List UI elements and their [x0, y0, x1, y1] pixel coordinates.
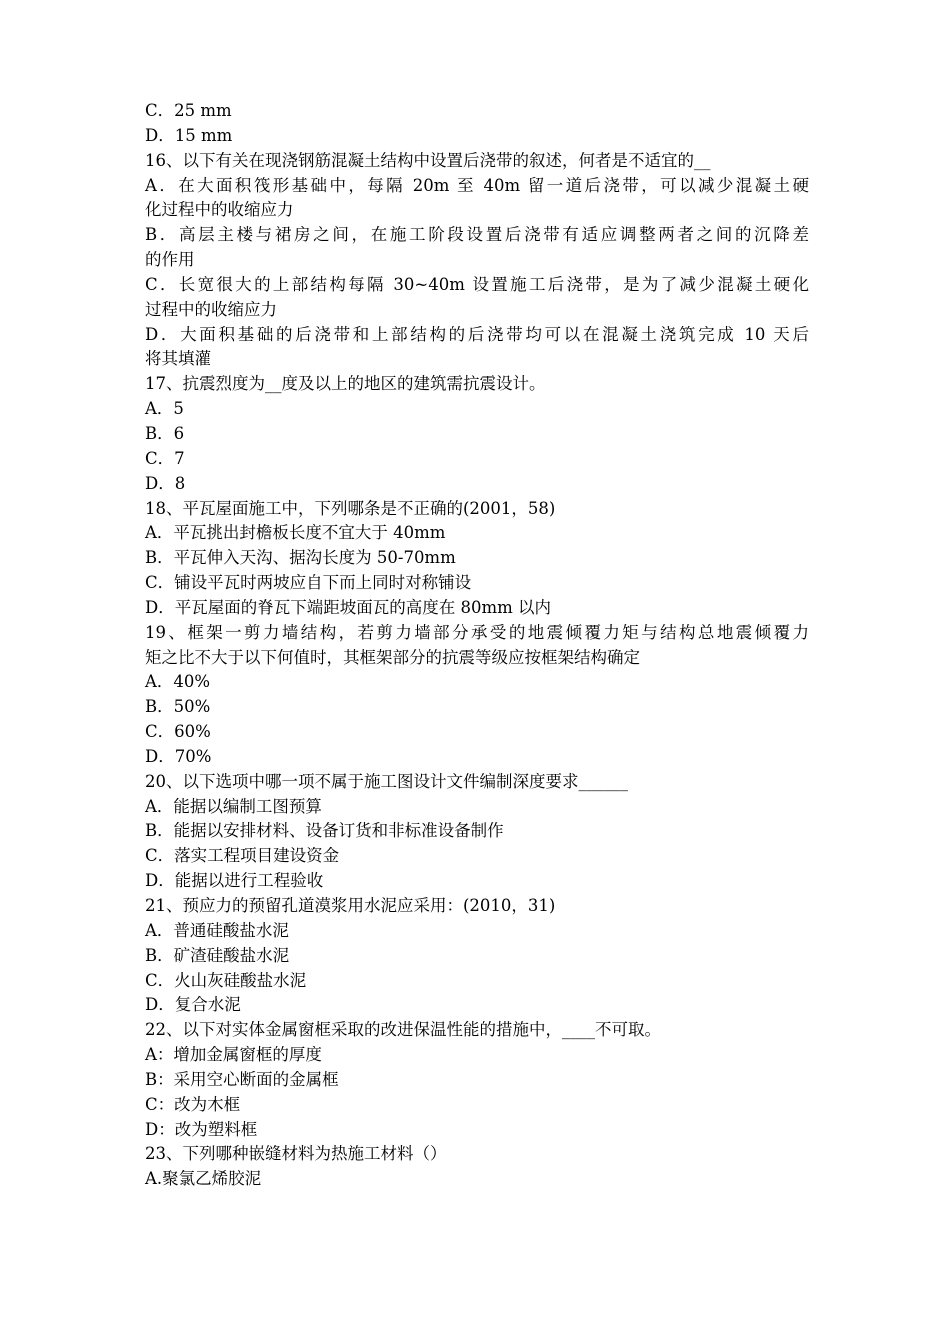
text-line: C．落实工程项目建设资金 — [145, 846, 340, 866]
text-line: A．能据以编制工图预算 — [145, 796, 322, 816]
text-line: D．能据以进行工程验收 — [145, 871, 324, 891]
text-line: A．在大面积筏形基础中，每隔 20m 至 40m 留一道后浇带，可以减少混凝土硬 — [145, 175, 809, 195]
question-22: 22、以下对实体金属窗框采取的改进保温性能的措施中，____不可取。 — [145, 1020, 661, 1040]
text-line: A：增加金属窗框的厚度 — [145, 1045, 322, 1065]
text-line: D．8 — [145, 473, 186, 493]
question-21: 21、预应力的预留孔道漠浆用水泥应采用：(2010，31) — [145, 896, 556, 915]
text-line: D：改为塑料框 — [145, 1119, 258, 1139]
question-23: 23、下列哪种嵌缝材料为热施工材料（） — [145, 1144, 447, 1164]
document-page — [145, 99, 809, 1192]
text-line: D．复合水泥 — [145, 995, 241, 1015]
question-16: 16、以下有关在现浇钢筋混凝土结构中设置后浇带的叙述，何者是不适宜的__ — [145, 150, 711, 170]
text-line: C．长宽很大的上部结构每隔 30~40m 设置施工后浇带，是为了减少混凝土硬化 — [145, 274, 809, 294]
text-line: D．70% — [145, 746, 212, 766]
text-line: 化过程中的收缩应力 — [145, 200, 294, 220]
text-line: D．大面积基础的后浇带和上部结构的后浇带均可以在混凝土浇筑完成 10 天后 — [145, 324, 809, 344]
text-line: A.聚氯乙烯胶泥 — [145, 1169, 262, 1189]
text-line: A．平瓦挑出封檐板长度不宜大于 40mm — [145, 523, 446, 543]
text-line: C．7 — [145, 448, 185, 468]
text-line: A．40% — [145, 672, 211, 692]
text-line: B．矿渣硅酸盐水泥 — [145, 945, 290, 965]
text-line: C．60% — [145, 722, 211, 742]
text-line: B．50% — [145, 697, 211, 717]
text-line: C．火山灰硅酸盐水泥 — [145, 970, 307, 990]
text-line: A．普通硅酸盐水泥 — [145, 920, 289, 940]
question-19: 19、框架一剪力墙结构，若剪力墙部分承受的地震倾覆力矩与结构总地震倾覆力 — [145, 622, 809, 642]
text-line: C：改为木框 — [145, 1094, 241, 1114]
text-line: C．25 mm — [145, 101, 232, 120]
text-line: 矩之比不大于以下何值时，其框架部分的抗震等级应按框架结构确定 — [145, 647, 640, 667]
text-line: B：采用空心断面的金属框 — [145, 1069, 339, 1089]
text-line: D．平瓦屋面的脊瓦下端距坡面瓦的高度在 80mm 以内 — [145, 597, 552, 617]
text-line: 的作用 — [145, 250, 195, 270]
text-line: A．5 — [145, 399, 184, 419]
text-line: B．能据以安排材料、设备订货和非标准设备制作 — [145, 821, 504, 841]
question-18: 18、平瓦屋面施工中，下列哪条是不正确的(2001，58) — [145, 498, 556, 518]
text-line: 将其填灌 — [145, 349, 211, 369]
text-line: C．铺设平瓦时两坡应自下而上同时对称铺设 — [145, 573, 472, 593]
question-20: 20、以下选项中哪一项不属于施工图设计文件编制深度要求______ — [145, 771, 628, 791]
question-17: 17、抗震烈度为__度及以上的地区的建筑需抗震设计。 — [145, 374, 546, 394]
text-line: B．平瓦伸入天沟、据沟长度为 50-70mm — [145, 548, 456, 568]
text-line: B．高层主楼与裙房之间，在施工阶段设置后浇带有适应调整两者之间的沉降差 — [145, 225, 809, 245]
text-line: D．15 mm — [145, 125, 233, 145]
text-line: 过程中的收缩应力 — [145, 299, 277, 319]
text-line: B．6 — [145, 423, 185, 443]
